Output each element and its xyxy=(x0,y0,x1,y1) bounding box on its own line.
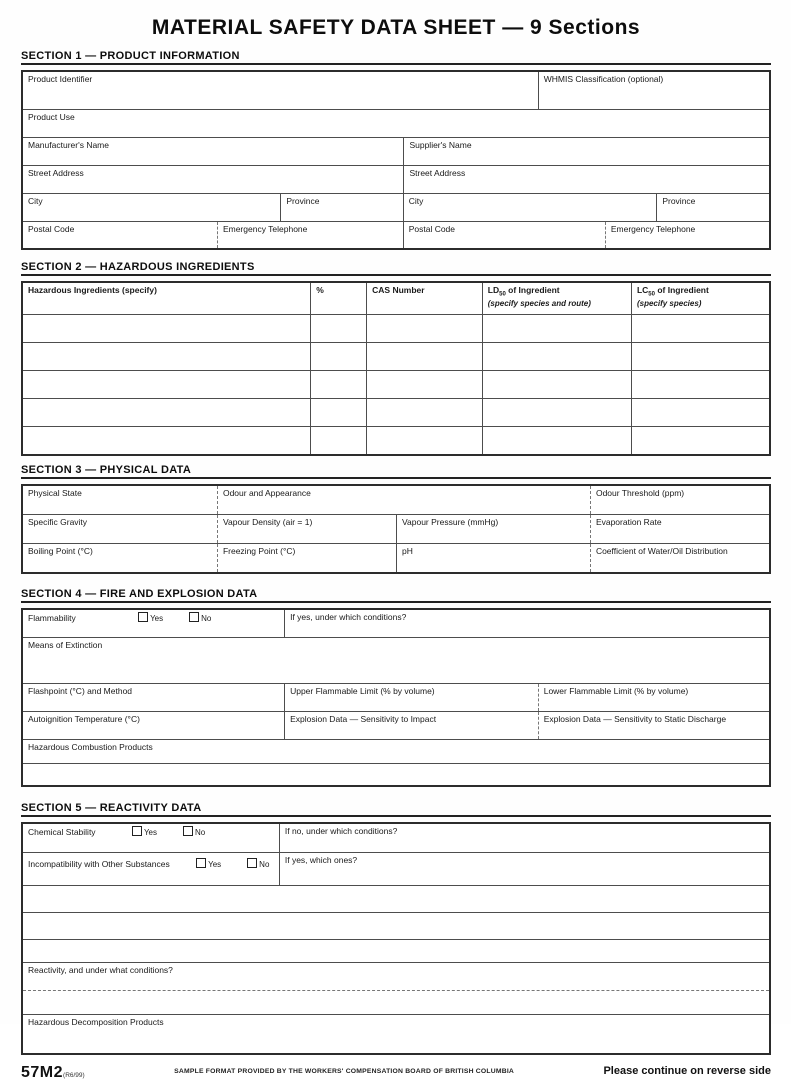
provider-note: SAMPLE FORMAT PROVIDED BY THE WORKERS' COMPENSATION BOARD OF BRITISH COLUMBIA xyxy=(174,1068,515,1075)
field-explosion-impact: Explosion Data — Sensitivity to Impact xyxy=(284,712,538,739)
field-supplier-city: City xyxy=(403,194,657,221)
field-manufacturer-city: City xyxy=(28,196,43,206)
field-product-identifier: Product Identifier xyxy=(28,74,93,84)
field-chemical-stability xyxy=(23,824,279,852)
field-product-use: Product Use xyxy=(28,112,75,122)
field-reactivity-conditions: Reactivity, and under what conditions? xyxy=(28,965,173,975)
field-manufacturer-phone: Emergency Telephone xyxy=(217,222,403,248)
column-header-lc50 xyxy=(631,283,769,314)
ingredients-empty-row xyxy=(23,398,769,426)
field-incompatibility xyxy=(23,853,279,885)
field-flammability xyxy=(23,610,284,637)
field-hazardous-combustion-products: Hazardous Combustion Products xyxy=(28,742,153,752)
reactivity-empty-row xyxy=(23,912,769,939)
field-if-no-conditions: If no, under which conditions? xyxy=(279,824,769,852)
field-upper-flammable-limit: Upper Flammable Limit (% by volume) xyxy=(284,684,538,711)
checkbox-yes-icon xyxy=(138,612,148,622)
field-supplier-street: Street Address xyxy=(403,166,769,193)
field-autoignition-temperature: Autoignition Temperature (°C) xyxy=(28,714,140,724)
field-ph: pH xyxy=(396,544,590,572)
stability-no-option: No xyxy=(183,826,205,838)
form-revision: (R6/99) xyxy=(63,1072,85,1079)
column-header-ld50 xyxy=(482,283,631,314)
combustion-products-empty-row xyxy=(23,763,769,785)
ld50-label: $LD_{50}$ of Ingredient xyxy=(487,285,560,298)
flammability-no-option: No xyxy=(189,612,211,624)
checkbox-yes-icon xyxy=(132,826,142,836)
field-if-yes-which-ones: If yes, which ones? xyxy=(279,853,769,885)
section2-heading: SECTION 2 — HAZARDOUS INGREDIENTS xyxy=(21,261,771,276)
section4-heading: SECTION 4 — FIRE AND EXPLOSION DATA xyxy=(21,588,771,603)
field-means-of-extinction: Means of Extinction xyxy=(28,640,103,650)
field-freezing-point: Freezing Point (°C) xyxy=(217,544,396,572)
field-specific-gravity: Specific Gravity xyxy=(28,517,88,527)
checkbox-yes-icon xyxy=(196,858,206,868)
field-whmis-classification: WHMIS Classification (optional) xyxy=(538,72,769,109)
ingredients-empty-row xyxy=(23,342,769,370)
field-supplier-phone: Emergency Telephone xyxy=(605,222,769,248)
field-vapour-density: Vapour Density (air = 1) xyxy=(217,515,396,543)
column-header-cas-number: CAS Number xyxy=(366,283,482,314)
ingredients-empty-row xyxy=(23,314,769,342)
field-odour-threshold: Odour Threshold (ppm) xyxy=(590,486,769,514)
field-hazardous-decomposition-products: Hazardous Decomposition Products xyxy=(28,1017,164,1027)
form-number-block xyxy=(21,1064,85,1082)
field-explosion-static: Explosion Data — Sensitivity to Static Discharge xyxy=(538,712,769,739)
field-odour-appearance: Odour and Appearance xyxy=(217,486,590,514)
continue-note: Please continue on reverse side xyxy=(603,1065,771,1077)
section1-heading: SECTION 1 — PRODUCT INFORMATION xyxy=(21,50,771,65)
field-boiling-point: Boiling Point (°C) xyxy=(28,546,93,556)
page-title: MATERIAL SAFETY DATA SHEET — 9 Sections xyxy=(151,16,641,39)
form-number: 57M2 xyxy=(21,1064,64,1081)
ingredients-empty-row xyxy=(23,370,769,398)
flammability-yes-option: Yes xyxy=(138,612,163,624)
field-coefficient-distribution: Coefficient of Water/Oil Distribution xyxy=(590,544,769,572)
section1-table xyxy=(21,70,771,250)
page-footer xyxy=(21,1064,771,1082)
flammability-label: Flammability xyxy=(28,613,76,623)
field-lower-flammable-limit: Lower Flammable Limit (% by volume) xyxy=(538,684,769,711)
lc50-note: (specify species) xyxy=(636,299,702,309)
field-manufacturer-province: Province xyxy=(280,194,402,221)
section5-table xyxy=(21,822,771,1055)
field-evaporation-rate: Evaporation Rate xyxy=(590,515,769,543)
field-if-yes-conditions: If yes, under which conditions? xyxy=(284,610,769,637)
stability-checkboxes xyxy=(132,826,205,838)
field-flashpoint: Flashpoint (°C) and Method xyxy=(28,686,133,696)
reactivity-empty-row xyxy=(23,939,769,962)
incompatibility-checkboxes xyxy=(196,858,269,870)
section4-table xyxy=(21,608,771,787)
field-supplier-postal: Postal Code xyxy=(403,222,605,248)
stability-yes-option: Yes xyxy=(132,826,157,838)
reactivity-empty-row xyxy=(23,990,769,1014)
field-manufacturer-street: Street Address xyxy=(28,168,84,178)
field-manufacturer-name: Manufacturer's Name xyxy=(28,140,109,150)
incompatibility-label: Incompatibility with Other Substances xyxy=(28,859,170,869)
section3-heading: SECTION 3 — PHYSICAL DATA xyxy=(21,464,771,479)
checkbox-no-icon xyxy=(189,612,199,622)
section3-table xyxy=(21,484,771,574)
lc50-label: $LC_{50}$ of Ingredient xyxy=(636,285,709,298)
flammability-checkboxes xyxy=(138,612,211,624)
column-header-ingredients: Hazardous Ingredients (specify) xyxy=(28,285,157,295)
reactivity-empty-row xyxy=(23,885,769,912)
section2-table xyxy=(21,281,771,456)
chemical-stability-label: Chemical Stability xyxy=(28,827,96,837)
incompatibility-no-option: No xyxy=(247,858,269,870)
checkbox-no-icon xyxy=(247,858,257,868)
field-manufacturer-postal: Postal Code xyxy=(28,224,75,234)
field-supplier-name: Supplier's Name xyxy=(403,138,769,165)
ld50-note: (specify species and route) xyxy=(487,299,591,309)
ingredients-empty-row xyxy=(23,426,769,454)
field-vapour-pressure: Vapour Pressure (mmHg) xyxy=(396,515,590,543)
field-supplier-province: Province xyxy=(656,194,769,221)
column-header-percent: % xyxy=(310,283,366,314)
incompatibility-yes-option: Yes xyxy=(196,858,221,870)
checkbox-no-icon xyxy=(183,826,193,836)
field-physical-state: Physical State xyxy=(28,488,82,498)
section5-heading: SECTION 5 — REACTIVITY DATA xyxy=(21,802,771,817)
